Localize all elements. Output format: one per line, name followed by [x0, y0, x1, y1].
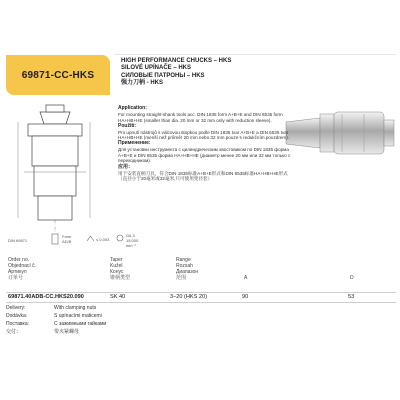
delivery-label-en: Delivery:: [6, 305, 26, 311]
delivery-value-en: With clamping nuts: [54, 305, 97, 311]
application-text-cz: Pro upnutí nástrojů s válcovou stopkou podle DIN 1835 tvar A+B+E a DIN 6535 tvar HA+HB+HE (menší než průměr 20 mm nebo 32 mm pouze s redukčním pouzdrem).: [118, 129, 290, 141]
application-text-ru: Для установки инструмента с цилиндрическим хвостовиком по DIN 1835 форма А+В+Е и DIN 6535 форма HA+HB+HE (диаметр менее 20 мм или 32 мм только с переходником).: [118, 147, 291, 164]
balance-grade: G6,3: [126, 233, 135, 238]
chuck-photo: [280, 102, 398, 164]
form-value: AD/B: [62, 239, 72, 244]
form-label: Form: [62, 234, 72, 239]
application-heading-ru: Применение:: [118, 140, 151, 147]
header-a: A: [244, 275, 248, 281]
order-number: 69871.40ADB-CC.HKS20.090: [8, 294, 84, 300]
header-taper: Taper Kužel Конус 锥柄类型: [110, 257, 131, 281]
taper-value: SK 40: [110, 294, 126, 300]
application-heading-cz: Použití:: [118, 122, 137, 129]
application-heading-en: Application:: [118, 105, 147, 111]
title-cz: SILOVÉ UPÍNAČE – HKS: [121, 65, 192, 72]
delivery-label-cz: Dodávka:: [6, 313, 28, 319]
table-header: [6, 257, 396, 293]
table-row: [6, 293, 396, 302]
balance-icon: [116, 233, 124, 243]
delivery-label-cn: 交付：: [6, 329, 22, 335]
header-range: Range Rozsah Диапазон 范围: [176, 257, 199, 281]
runout-icon: [86, 234, 95, 243]
application-heading-cn: 应用：: [118, 163, 134, 170]
form-icon: [50, 233, 60, 245]
title-cn: 强力刀柄 - HKS: [121, 79, 164, 86]
table-bottom-line: [6, 302, 396, 303]
delivery-value-ru: С зажимными гайками: [54, 321, 107, 327]
balance-speed: 15.000 min⁻¹: [126, 238, 139, 248]
din-standard: DIN 69871: [8, 238, 28, 243]
d-value: 53: [348, 294, 355, 300]
title-ru: СИЛОВЫЕ ПАТРОНЫ – HKS: [121, 72, 205, 79]
delivery-value-cn: 带夹紧螺母: [54, 329, 80, 335]
range-value: 3–20 (HKS 20): [170, 294, 208, 300]
chuck-drawing: [0, 102, 110, 242]
header-order: Order no. Objednací č. Артикул 订单号: [8, 257, 37, 281]
header-d: D: [350, 275, 354, 281]
title-en: HIGH PERFORMANCE CHUCKS – HKS: [121, 58, 232, 64]
product-code-badge: 69871-CC-HKS: [6, 55, 110, 95]
application-text-cn: 用于安装直柄刀具，符合DIN 1835标准A+B+E形式和DIN 6535标准HA+HB+HE形式（直径小于20毫米或32毫米,只可使用变径套）: [118, 170, 288, 182]
product-title: [121, 58, 231, 87]
delivery-value-cz: S upínacími maticemi: [54, 313, 102, 319]
application-section: [118, 106, 294, 182]
header-rule: [114, 54, 396, 55]
a-value: 90: [242, 294, 249, 300]
delivery-label-ru: Поставка:: [6, 321, 30, 327]
application-text-en: For mounting straight-shank tools acc. DIN 1835 form A+B+E and DIN 6535 form HA+HB+HE (smaller than dia. 20 mm or 32 mm only with reduction sleeve).: [118, 112, 283, 123]
runout-value: ≤ 0,003: [96, 237, 110, 242]
